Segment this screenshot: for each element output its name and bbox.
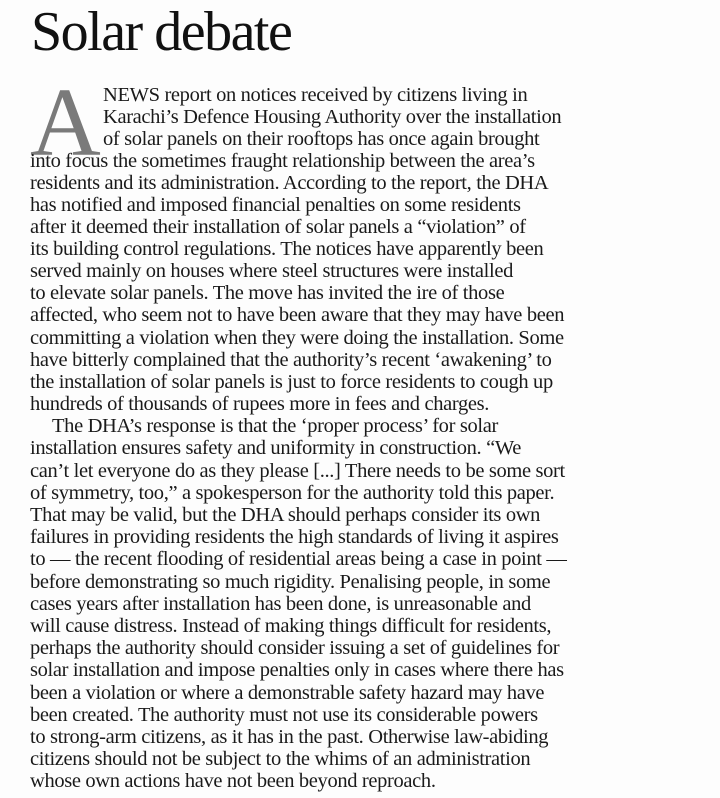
body-line: whose own actions have not been beyond reproach. <box>30 770 436 792</box>
body-line: That may be valid, but the DHA should perhaps consider its own <box>30 504 541 526</box>
body-line: before demonstrating so much rigidity. Penalising people, in some <box>30 571 551 593</box>
body-line: Karachi’s Defence Housing Authority over the installation <box>103 106 562 128</box>
body-line: citizens should not be subject to the whims of an administration <box>30 748 531 770</box>
body-line: into focus the sometimes fraught relationship between the area’s <box>30 150 535 172</box>
body-line: residents and its administration. According to the report, the DHA <box>30 172 549 194</box>
body-line: its building control regulations. The notices have apparently been <box>30 238 544 260</box>
body-line: of symmetry, too,” a spokesperson for the authority told this paper. <box>30 482 555 504</box>
body-line: hundreds of thousands of rupees more in fees and charges. <box>30 393 490 415</box>
body-line: to strong-arm citizens, as it has in the past. Otherwise law-abiding <box>30 726 549 748</box>
body-line: perhaps the authority should consider issuing a set of guidelines for <box>30 637 560 659</box>
body-line: affected, who seem not to have been aware that they may have been <box>30 304 565 326</box>
body-line: served mainly on houses where steel structures were installed <box>30 260 514 282</box>
body-line: has notified and imposed financial penalties on some residents <box>30 194 521 216</box>
body-line: installation ensures safety and uniformity in construction. “We <box>30 437 521 459</box>
body-line: the installation of solar panels is just to force residents to cough up <box>30 371 553 393</box>
body-line: have bitterly complained that the authority’s recent ‘awakening’ to <box>30 349 552 371</box>
body-line: solar installation and impose penalties only in cases where there has <box>30 659 564 681</box>
body-line: to — the recent flooding of residential areas being a case in point — <box>30 548 567 570</box>
body-line: failures in providing residents the high standards of living it aspires <box>30 526 559 548</box>
body-line: can’t let everyone do as they please [...] There needs to be some sort <box>30 460 565 482</box>
body-line: The DHA’s response is that the ‘proper process’ for solar <box>52 415 498 437</box>
body-line: after it deemed their installation of solar panels a “violation” of <box>30 216 526 238</box>
body-line: been a violation or where a demonstrable safety hazard may have <box>30 682 545 704</box>
body-line: been created. The authority must not use its considerable powers <box>30 704 538 726</box>
body-line: will cause distress. Instead of making things difficult for residents, <box>30 615 552 637</box>
drop-cap: A <box>30 69 101 177</box>
body-line: of solar panels on their rooftops has once again brought <box>103 128 540 150</box>
article-title: Solar debate <box>31 1 292 63</box>
body-line: to elevate solar panels. The move has invited the ire of those <box>30 282 505 304</box>
body-line: NEWS report on notices received by citizens living in <box>103 84 528 106</box>
body-line: committing a violation when they were doing the installation. Some <box>30 327 564 349</box>
body-line: cases years after installation has been done, is unreasonable and <box>30 593 531 615</box>
